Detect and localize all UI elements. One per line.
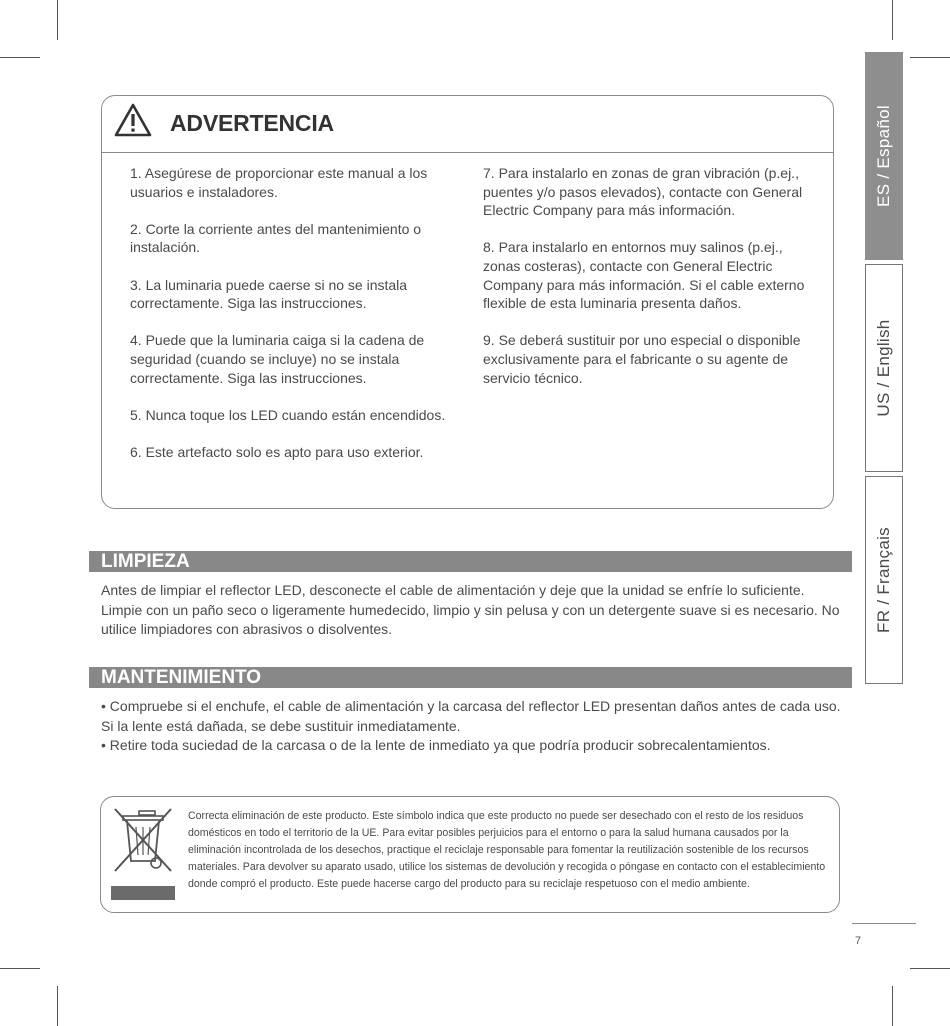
maintenance-bullet: • Retire toda suciedad de la carcasa o de la lente de inmediato ya que podría producir sobrecalentamientos. bbox=[101, 737, 771, 753]
warning-triangle-icon bbox=[114, 103, 152, 137]
warning-item: 6. Este artefacto solo es apto para uso exterior. bbox=[130, 443, 424, 460]
disposal-text: Correcta eliminación de este producto. Este símbolo indica que este producto no puede ser desechado con el resto de los residuos domésticos en todo el territorio de la UE. Para evitar posibles perjuicios para el entorno o para la salud humana causados por la eliminación incontrolada de los desechos, practique el reciclaje responsable para fomentar la reutilización sostenible de los recursos materiales. Para devolver su aparato usado, utilice los sistemas de devolución y recogida o póngase en contacto con el establecimiento donde compró el producto. Este puede hacerse cargo del producto para su reciclaje respetuoso con el medio ambiente. bbox=[188, 810, 826, 890]
warning-item: 4. Puede que la luminaria caiga si la cadena de seguridad (cuando se incluye) no se instala correctamente. Siga las instrucciones. bbox=[130, 332, 425, 386]
cleaning-title: LIMPIEZA bbox=[101, 551, 190, 572]
warning-column-right bbox=[483, 164, 818, 406]
warning-title: ADVERTENCIA bbox=[170, 110, 334, 136]
page-number: 7 bbox=[855, 935, 862, 947]
warning-box bbox=[101, 95, 834, 509]
crossed-out-bin-icon bbox=[109, 805, 175, 873]
tab-label: FR / Français bbox=[874, 527, 893, 633]
warning-item: 7. Para instalarlo en zonas de gran vibración (p.ej., puentes y/o pasos elevados), contacte con General Electric Company para más información. bbox=[483, 165, 803, 219]
warning-item: 9. Se deberá sustituir por uno especial o disponible exclusivamente para el fabricante o su agente de servicio técnico. bbox=[483, 332, 801, 386]
crop-mark bbox=[0, 968, 40, 969]
warning-item: 1. Asegúrese de proporcionar este manual a los usuarios e instaladores. bbox=[130, 165, 428, 200]
disposal-box bbox=[100, 796, 840, 913]
warning-item: 2. Corte la corriente antes del mantenimiento o instalación. bbox=[130, 220, 422, 256]
maintenance-title: MANTENIMIENTO bbox=[101, 667, 262, 688]
crop-mark bbox=[892, 0, 893, 40]
cleaning-header bbox=[89, 551, 852, 572]
warning-column-left bbox=[130, 164, 460, 480]
crop-mark bbox=[910, 968, 950, 969]
crop-mark bbox=[892, 986, 893, 1026]
warning-item: 3. La luminaria puede caerse si no se instala correctamente. Siga las instrucciones. bbox=[130, 276, 408, 312]
tab-label: US / English bbox=[874, 319, 893, 417]
cleaning-text bbox=[101, 581, 846, 640]
crop-mark bbox=[57, 0, 58, 40]
warning-item: 8. Para instalarlo en entornos muy salinos (p.ej., zonas costeras), contacte con General Electric Company para más información. Si el cable externo flexible de esta luminaria presenta daños. bbox=[483, 239, 805, 312]
crop-mark bbox=[0, 57, 40, 58]
cleaning-paragraph: Antes de limpiar el reflector LED, desconecte el cable de alimentación y deje que la unidad se enfríe lo suficiente. Limpie con un paño seco o ligeramente humedecido, limpio y sin pelusa y con un detergente suave si es necesario. No utilice limpiadores con abrasivos o disolventes. bbox=[101, 582, 840, 637]
maintenance-bullet: • Compruebe si el enchufe, el cable de alimentación y la carcasa del reflector LED presentan daños antes de cada uso. Si la lente está dañada, se debe sustituir inmediatamente. bbox=[101, 698, 841, 734]
crop-mark bbox=[57, 986, 58, 1026]
tab-spanish[interactable] bbox=[865, 52, 903, 260]
tab-label: ES / Español bbox=[874, 105, 893, 207]
warning-header bbox=[102, 96, 833, 153]
tab-english[interactable] bbox=[865, 264, 903, 472]
tab-french[interactable] bbox=[865, 476, 903, 684]
maintenance-header bbox=[89, 667, 852, 688]
crop-mark bbox=[910, 57, 950, 58]
page-rule bbox=[852, 923, 916, 924]
bin-underline-bar bbox=[111, 886, 175, 900]
maintenance-text bbox=[101, 697, 846, 756]
warning-item: 5. Nunca toque los LED cuando están encendidos. bbox=[130, 406, 446, 423]
